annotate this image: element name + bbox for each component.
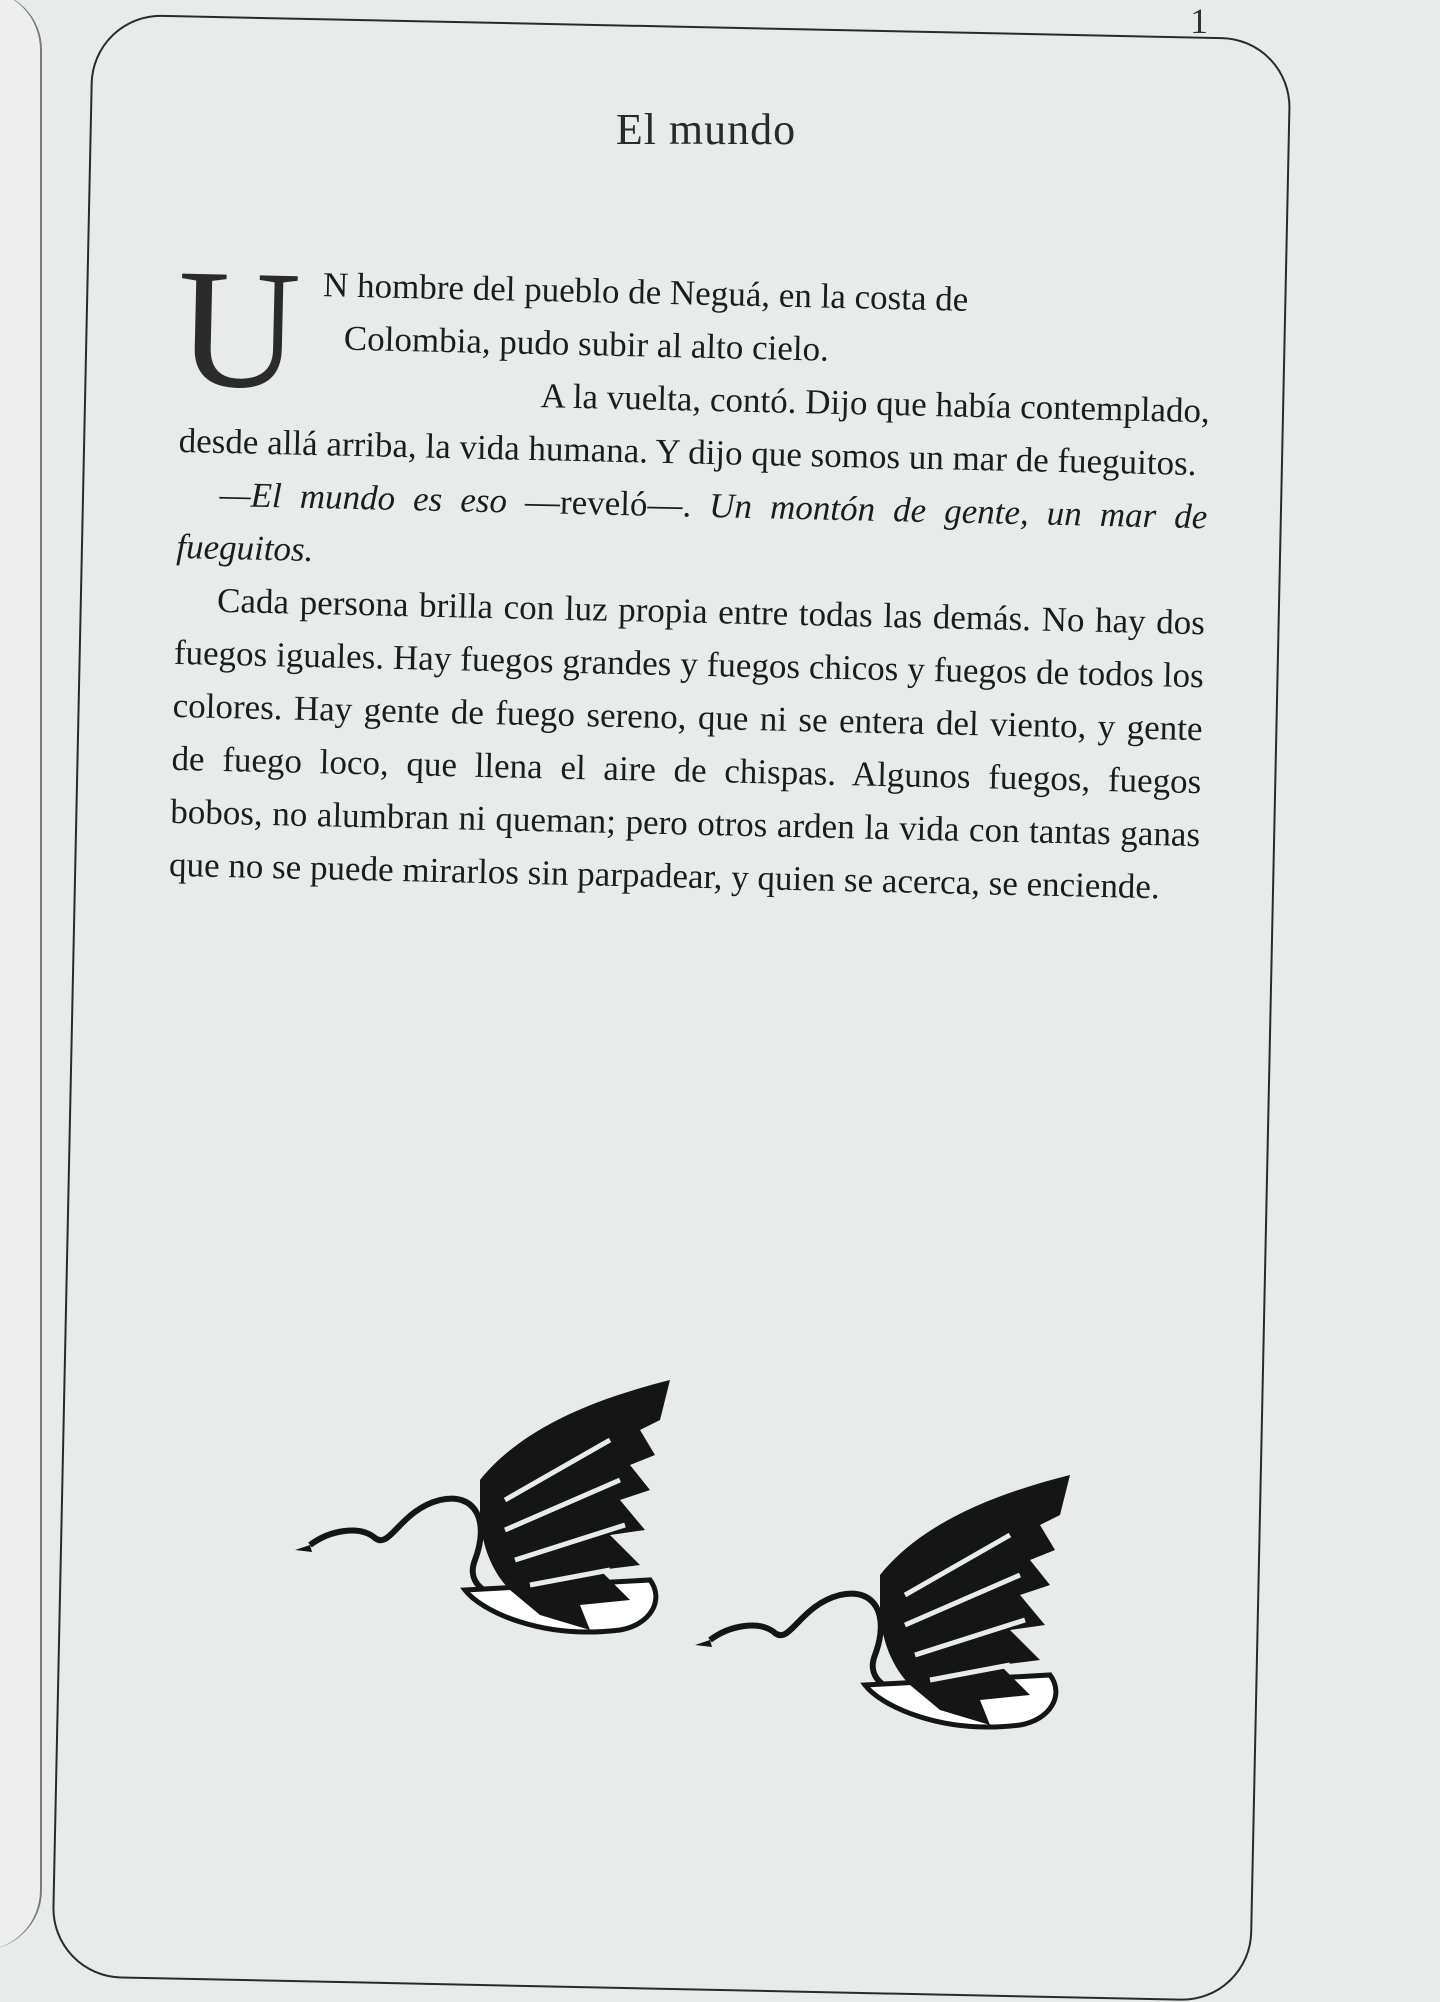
page-number: 1 bbox=[1190, 1, 1208, 41]
swans-illustration bbox=[290, 1360, 1190, 1780]
swan-left-icon bbox=[295, 1380, 670, 1632]
paragraph-4: Cada persona brilla con luz propia entre todas las demás. No hay dos fuegos iguales. Hay fuegos grandes y fuegos chicos y fuegos de todos los colores. Hay gente de fuego sereno, que ni se entera del viento, y gente de fuego loco, que llena el aire de chispas. Algunos fuegos, fuegos bobos, no alumbran ni queman; pero otros arden la vida con tantas ganas que no se puede mirarlos sin parpadear, y quien se acerca, se enciende. bbox=[168, 580, 1206, 907]
drop-cap: U bbox=[175, 233, 303, 425]
left-page-edge bbox=[0, 0, 42, 1950]
paragraph-1-line-2: Colombia, pudo subir al alto cielo. bbox=[343, 318, 830, 369]
paragraph-1-line-1: N hombre del pueblo de Neguá, en la costa de bbox=[322, 265, 969, 319]
paragraph-2: A la vuelta, contó. Dijo que había contemplado, desde allá arriba, la vida humana. Y dijo que somos un mar de fueguitos. bbox=[178, 376, 1211, 484]
story-text bbox=[168, 233, 1213, 914]
page-title: El mundo bbox=[615, 105, 797, 154]
quote-attribution: —reveló—. bbox=[506, 481, 710, 525]
quote-part-2: Un montón de gente, un mar de fueguitos. bbox=[175, 486, 1208, 570]
quote-part-1: —El mundo es eso bbox=[219, 474, 508, 521]
swan-right-icon bbox=[695, 1475, 1070, 1727]
